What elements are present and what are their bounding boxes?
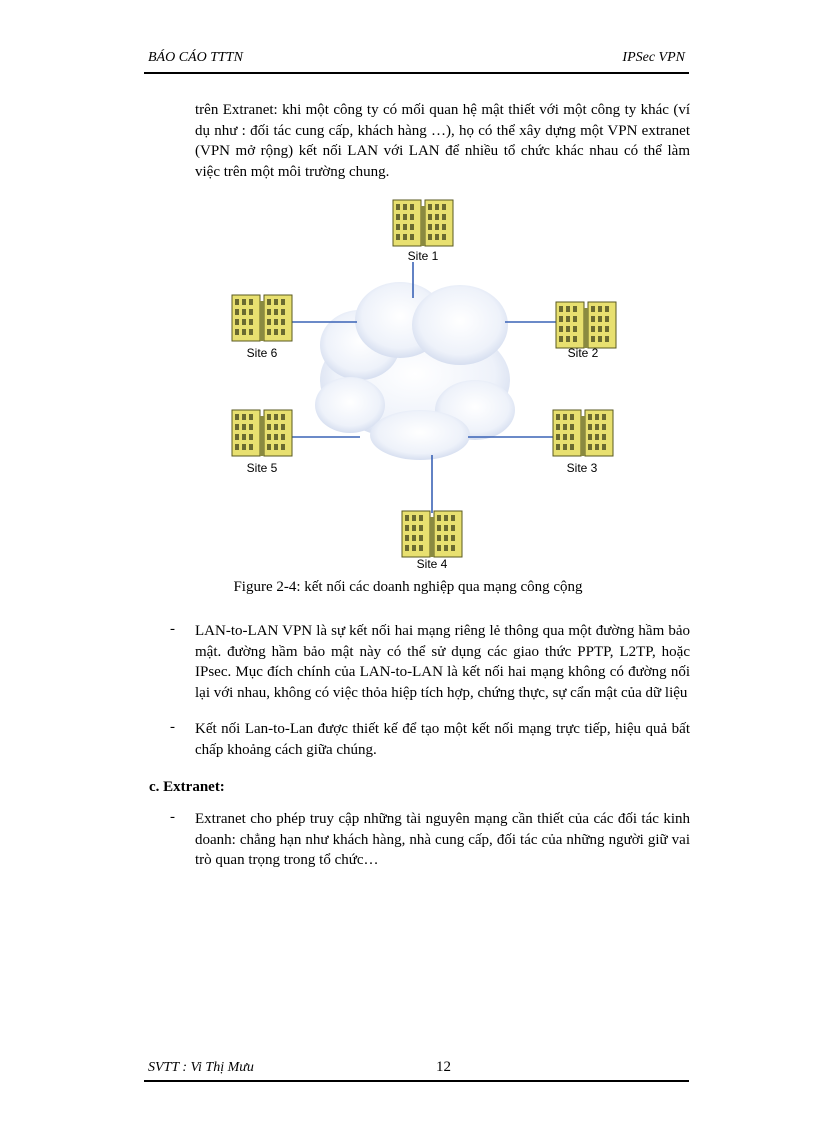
- site-label-2: Site 2: [567, 346, 599, 360]
- footer-rule: [144, 1080, 689, 1082]
- header-right: IPSec VPN: [622, 50, 685, 65]
- building-icon-site3: [553, 410, 613, 456]
- header-left: BÁO CÁO TTTN: [148, 50, 243, 65]
- site-label-1: Site 1: [407, 249, 439, 263]
- building-icon-site2: [556, 302, 616, 348]
- bullet-dash: -: [170, 809, 175, 825]
- bullet-dash: -: [170, 621, 175, 637]
- site-label-3: Site 3: [566, 461, 598, 475]
- building-icon-site1: [393, 200, 453, 246]
- figure-caption: Figure 2-4: kết nối các doanh nghiệp qua mạng công cộng: [233, 579, 583, 595]
- site-label-5: Site 5: [246, 461, 278, 475]
- site-label-6: Site 6: [246, 346, 278, 360]
- building-icon-site6: [232, 295, 292, 341]
- section-heading: c. Extranet:: [149, 779, 225, 795]
- building-icon-site5: [232, 410, 292, 456]
- bullet-extranet: Extranet cho phép truy cập những tài nguyên mạng cần thiết của các đối tác kinh doanh: chẳng hạn như khách hàng, nhà cung cấp, đối tác của những người giữ vai trò quan trọng trong tổ chức…: [195, 811, 690, 868]
- bullet-dash: -: [170, 719, 175, 735]
- page-number: 12: [436, 1059, 451, 1075]
- intro-paragraph: trên Extranet: khi một công ty có mối quan hệ mật thiết với một công ty khác (ví dụ như : đối tác cung cấp, khách hàng …), họ có thể xây dựng một VPN extranet (VPN mở rộng) kết nối LAN với LAN để nhiều tổ chức khác nhau có thể làm việc trên một môi trường chung.: [195, 102, 690, 180]
- bullet-lan-design: Kết nối Lan-to-Lan được thiết kế để tạo một kết nối mạng trực tiếp, hiệu quả bất chấp khoảng cách giữa chúng.: [195, 721, 690, 758]
- building-icon-site4: [402, 511, 462, 557]
- bullet-lan-to-lan: LAN-to-LAN VPN là sự kết nối hai mạng riêng lẻ thông qua một đường hầm bảo mật. đường hầm bảo mật này có thể sử dụng các giao thức PPTP, L2TP, hoặc IPsec. Mục đích chính của LAN-to-LAN là kết nối hai mạng không có đường nối lại với nhau, không có việc thỏa hiệp tích hợp, chứng thực, sự cẩn mật của dữ liệu: [195, 623, 690, 701]
- site-label-4: Site 4: [416, 557, 448, 571]
- cloud-icon: [315, 282, 515, 460]
- footer-author: SVTT : Vi Thị Mưu: [148, 1060, 254, 1075]
